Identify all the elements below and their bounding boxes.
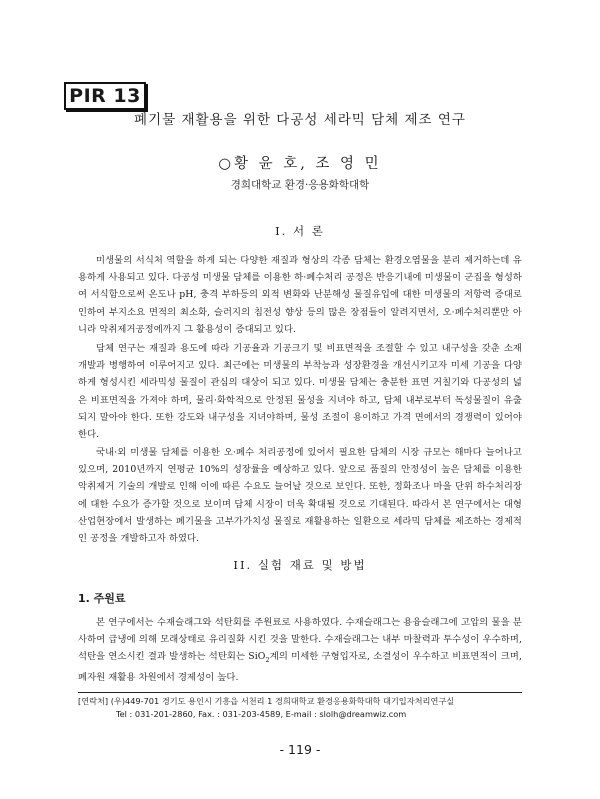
author-list: ○황 윤 호, 조 영 민	[218, 156, 382, 172]
section-heading-methods: II. 실험 재료 및 방법	[233, 558, 367, 572]
intro-paragraph-2: 담체 연구는 재질과 용도에 따라 기공율과 기공크기 및 비표면적을 조절할 수 있고 내구성을 갖춘 소재 개발과 병행하여 이루어지고 있다. 최근에는 미생물의 부착능과 성장환경을 개선시키고자 미세 기공을 다양하게 형성시킨 세라믹성 물질이 관심의 대상이 되고 있다. 미생물 담체는 충분한 표면 거칠기와 다공성의 넓은 비표면적을 가져야 하며, 물리·화학적으로 안정된 물성을 지녀야 하고, 담체 내부로부터 독성물질이 유출되지 말아야 한다. 또한 강도와 내구성을 지녀야하며, 물성 조절이 용이하고 가격 면에서의 경쟁력이 있어야 한다.	[78, 343, 522, 441]
contact-phone-email: Tel : 031-201-2860, Fax. : 031-203-4589, E-mail : slolh@dreamwiz.com	[116, 709, 407, 719]
section-heading-introduction: I. 서 론	[275, 224, 325, 238]
intro-paragraph-3: 국내·외 미생물 담체를 이용한 오·폐수 처리공정에 있어서 필요한 담체의 시장 규모는 해마다 늘어나고 있으며, 2010년까지 연평균 10%의 성장률을 예상하고 있다. 앞으로 품질의 안정성이 높은 담체를 이용한 악취제거 기술의 개발로 인해 이에 따른 수요도 늘어날 것으로 보인다. 또한, 정화조나 마을 단위 하수처리장에 대한 수요가 증가할 것으로 보이며 담체 시장이 더욱 확대될 것으로 기대된다. 따라서 본 연구에서는 대형산업현장에서 발생하는 폐기물을 고부가가치성 물질로 재활용하는 일환으로 세라믹 담체를 제조하는 경제적인 공정을 개발하고자 하였다.	[78, 447, 522, 545]
session-badge: PIR 13	[64, 82, 146, 110]
paper-title: 폐기물 재활용을 위한 다공성 세라믹 담체 제조 연구	[134, 112, 466, 128]
intro-paragraph-1: 미생물의 서식처 역할을 하게 되는 다양한 재질과 형상의 각종 담체는 환경오염물을 분리 제거하는데 유용하게 사용되고 있다. 다공성 미생물 담체를 이용한 하·폐수처리 공정은 반응기내에 미생물이 군집을 형성하여 서식함으로써 온도나 pH, 충격 부하등의 외적 변화와 난분해성 물질유입에 대한 미생물의 저항력 증대로 인하여 부지소요 면적의 최소화, 슬러지의 침전성 향상 등의 많은 장점들이 알려지면서, 오·폐수처리뿐만 아니라 악취제거공정에까지 그 활용성이 증대되고 있다.	[78, 255, 522, 335]
footnote-divider	[78, 692, 522, 693]
subsection-heading-raw-material: 1. 주원료	[78, 592, 126, 605]
methods-text-b: 계의 미세한 구형입자로, 소결성이 우수하고 비표면적이 크며, 폐자원 재활용 차원에서 경제성이 높다.	[78, 651, 522, 684]
contact-address: [연락처] (우)449-701 경기도 용인시 기흥읍 서천리 1 경희대학교 환경응용화학대학 대기입자처리연구실	[78, 696, 455, 706]
methods-text-a: 본 연구에서는 수재슬래그와 석탄회를 주원료로 사용하였다. 수재슬래그는 용융슬래그에 고압의 물을 분사하여 급냉에 의해 모래상태로 유리질화 시킨 것을 말한다. 수재슬래그는 내부 마찰력과 투수성이 우수하며, 석탄을 연소시킨 결과 발생하는 석탄회는 SiO	[78, 617, 522, 663]
contact-footnote	[78, 695, 522, 721]
methods-paragraph-1	[78, 614, 522, 687]
affiliation: 경희대학교 환경·응용화학대학	[230, 179, 370, 191]
page-number: - 119 -	[279, 742, 321, 757]
methods-subscript: 2	[265, 656, 270, 665]
